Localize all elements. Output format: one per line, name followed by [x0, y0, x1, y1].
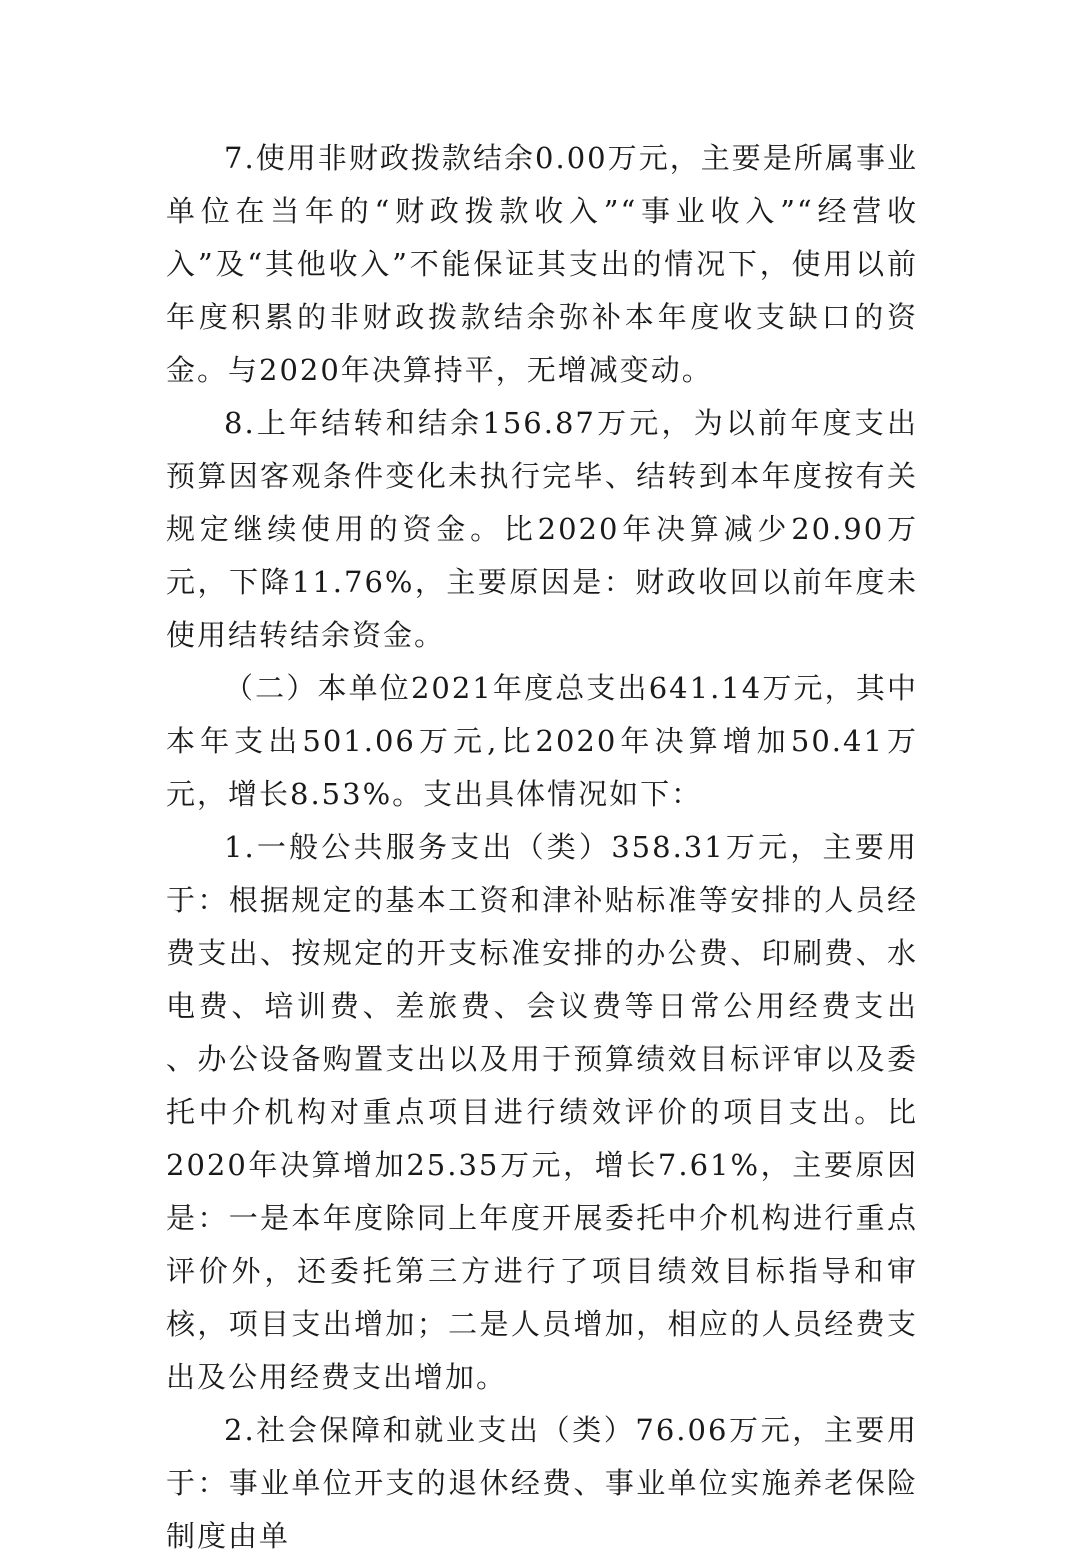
document-body	[166, 132, 918, 1563]
paragraph-expense-2: 2.社会保障和就业支出（类）76.06万元，主要用于：事业单位开支的退休经费、事业单位实施养老保险制度由单	[166, 1413, 918, 1553]
paragraph-section-2: （二）本单位2021年度总支出641.14万元，其中本年支出501.06万元,比2020年决算增加50.41万元，增长8.53%。支出具体情况如下：	[166, 671, 918, 811]
paragraph-item-8: 8.上年结转和结余156.87万元，为以前年度支出预算因客观条件变化未执行完毕、结转到本年度按有关规定继续使用的资金。比2020年决算减少20.90万元，下降11.76%，主要原因是：财政收回以前年度未使用结转结余资金。	[166, 406, 918, 652]
paragraph-item-7: 7.使用非财政拨款结余0.00万元，主要是所属事业单位在当年的“财政拨款收入”“事业收入”“经营收入”及“其他收入”不能保证其支出的情况下，使用以前年度积累的非财政拨款结余弥补本年度收支缺口的资金。与2020年决算持平，无增减变动。	[166, 141, 918, 387]
paragraph-expense-1: 1.一般公共服务支出（类）358.31万元，主要用于：根据规定的基本工资和津补贴标准等安排的人员经费支出、按规定的开支标准安排的办公费、印刷费、水电费、培训费、差旅费、会议费等日常公用经费支出 、办公设备购置支出以及用于预算绩效目标评审以及委托中介机构对重点项目进行绩效评价的项目支出。比2020年决算增加25.35万元，增长7.61%，主要原因是：一是本年度除同上年度开展委托中介机构进行重点评价外，还委托第三方进行了项目绩效目标指导和审核，项目支出增加；二是人员增加，相应的人员经费支出及公用经费支出增加。	[166, 830, 918, 1394]
